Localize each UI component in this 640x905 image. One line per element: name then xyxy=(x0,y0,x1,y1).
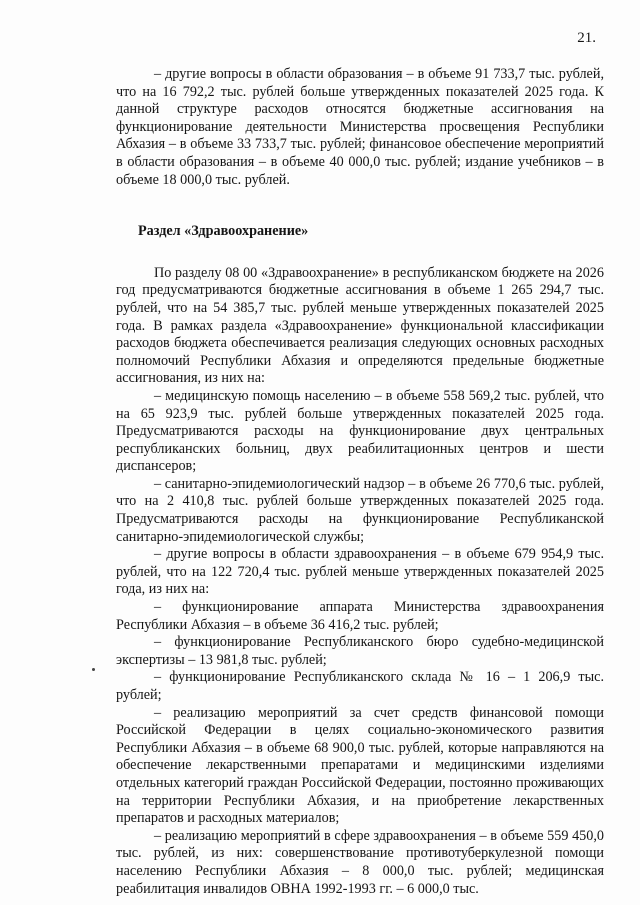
paragraph-ministry-apparatus: – функционирование аппарата Министерства здравоохранения Республики Абхазия – в объеме 36 416,2 тыс. рублей; xyxy=(116,599,604,633)
paragraph-intro: По разделу 08 00 «Здравоохранение» в республиканском бюджете на 2026 год предусматриваются бюджетные ассигнования в объеме 1 265 294,7 тыс. рублей, что на 54 385,7 тыс. рублей меньше утвержденных показателей 2025 года. В рамках раздела «Здравоохранение» функциональной классификации расходов бюджета обеспечивается реализация следующих основных расходных полномочий Республики Абхазия и определяются предельные бюджетные ассигнования, из них на: xyxy=(116,264,604,387)
paragraph-sanitary-supervision: – санитарно-эпидемиологический надзор – в объеме 26 770,6 тыс. рублей, что на 2 410,8 тыс. рублей больше утвержденных показателей 2025 года. Предусматриваются расходы на функционирование Республиканской санитарно-эпидемиологической службы; xyxy=(116,475,604,545)
document-body xyxy=(116,66,604,898)
paragraph-warehouse: – функционирование Республиканского склада № 16 – 1 206,9 тыс. рублей; xyxy=(116,669,604,703)
section-heading: Раздел «Здравоохранение» xyxy=(138,223,309,240)
paragraph-rf-financial-aid: – реализацию мероприятий за счет средств финансовой помощи Российской Федерации в целях социально-экономического развития Республики Абхазия – в объеме 68 900,0 тыс. рублей, которые направляются на обеспечение лекарственными препаратами и медицинскими изделиями отдельных категорий граждан Российской Федерации, постоянно проживающих на территории Республики Абхазия, и на приобретение лекарственных препаратов и расходных материалов; xyxy=(116,704,604,827)
paragraph-health-measures: – реализацию мероприятий в сфере здравоохранения – в объеме 559 450,0 тыс. рублей, из них: совершенствование противотуберкулезной помощи населению Республики Абхазия – 8 000,0 тыс. рублей; медицинская реабилитация инвалидов ОВНА 1992-1993 гг. – 6 000,0 тыс. xyxy=(116,827,604,897)
scan-speck xyxy=(92,668,95,671)
paragraph-forensic-bureau: – функционирование Республиканского бюро судебно-медицинской экспертизы – 13 981,8 тыс. рублей; xyxy=(116,634,604,668)
page-number: 21. xyxy=(577,30,596,46)
paragraph-medical-care: – медицинскую помощь населению – в объеме 558 569,2 тыс. рублей, что на 65 923,9 тыс. рублей больше утвержденных показателей 2025 года. Предусматриваются расходы на функционирование двух центральных республиканских больниц, двух реабилитационных центров и шести диспансеров; xyxy=(116,387,604,475)
paragraph-other-health: – другие вопросы в области здравоохранения – в объеме 679 954,9 тыс. рублей, что на 122 720,4 тыс. рублей меньше утвержденных показателей 2025 года, из них на: xyxy=(116,546,604,598)
paragraph-education-other: – другие вопросы в области образования – в объеме 91 733,7 тыс. рублей, что на 16 792,2 тыс. рублей больше утвержденных показателей 2025 года. К данной структуре расходов относятся бюджетные ассигнования на функционирование деятельности Министерства просвещения Республики Абхазия – в объеме 33 733,7 тыс. рублей; финансовое обеспечение мероприятий в области образования – в объеме 40 000,0 тыс. рублей; издание учебников – в объеме 18 000,0 тыс. рублей. xyxy=(116,66,604,188)
